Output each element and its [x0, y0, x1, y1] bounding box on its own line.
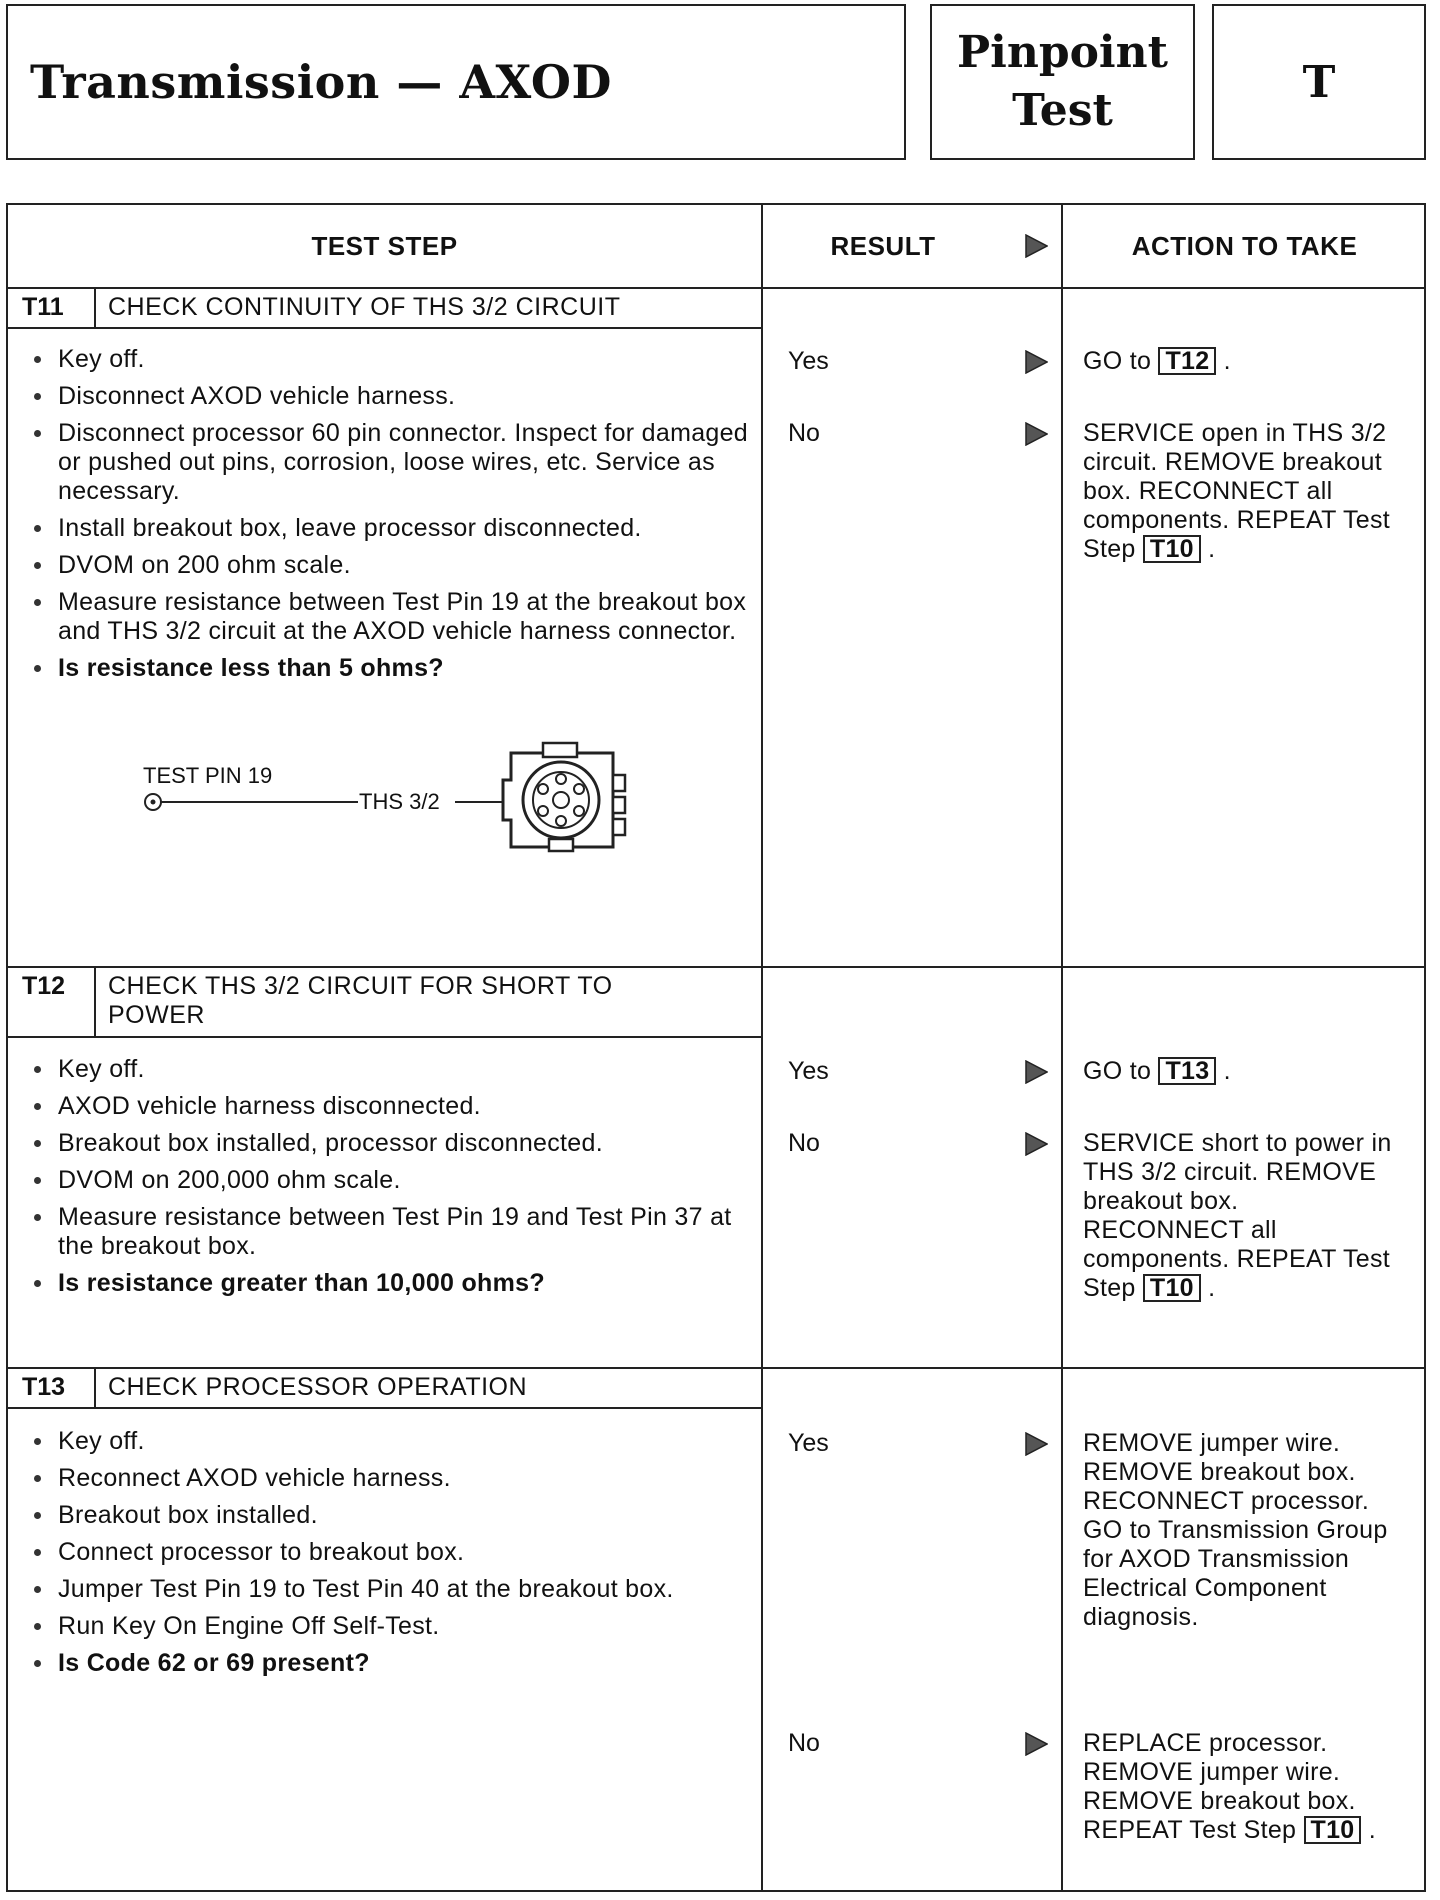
column-divider	[761, 205, 763, 1890]
list-item: Breakout box installed, processor disconnected.	[8, 1129, 748, 1158]
column-divider	[1061, 205, 1063, 1890]
page-title: Transmission — AXOD	[30, 55, 612, 109]
test-letter: T	[1302, 56, 1336, 108]
result-yes: Yes	[788, 347, 829, 375]
step-reference: T13	[1158, 1057, 1216, 1085]
list-item: Key off.	[8, 345, 748, 374]
step-question: Is resistance less than 5 ohms?	[8, 654, 748, 683]
step-title: CHECK THS 3/2 CIRCUIT FOR SHORT TO POWER	[108, 972, 613, 1029]
arrow-icon	[1024, 1432, 1048, 1456]
step-reference: T10	[1143, 1274, 1201, 1302]
step-question: Is resistance greater than 10,000 ohms?	[8, 1269, 748, 1298]
pinpoint-test-table	[6, 203, 1426, 1892]
list-item: Reconnect AXOD vehicle harness.	[8, 1464, 748, 1493]
list-item: Key off.	[8, 1427, 748, 1456]
action-t13-yes: REMOVE jumper wire. REMOVE breakout box. RECONNECT processor. GO to Transmission Group for AXOD Transmission Electrical Component diagnosis.	[1083, 1429, 1388, 1631]
step-instructions-t12	[8, 1055, 748, 1306]
connector-diagram	[133, 735, 653, 855]
header-arrow-icon	[1024, 234, 1048, 258]
action-t12-yes: GO to T13 .	[1083, 1057, 1231, 1085]
test-label: Test	[1012, 85, 1113, 136]
list-item: Disconnect processor 60 pin connector. Inspect for damaged or pushed out pins, corrosion, loose wires, etc. Service as necessary.	[8, 419, 748, 506]
step-title: CHECK CONTINUITY OF THS 3/2 CIRCUIT	[108, 293, 621, 321]
step-id: T12	[22, 972, 66, 1000]
result-yes: Yes	[788, 1057, 829, 1085]
step-title: CHECK PROCESSOR OPERATION	[108, 1373, 528, 1401]
list-item: Install breakout box, leave processor disconnected.	[8, 514, 748, 543]
arrow-icon	[1024, 1060, 1048, 1084]
page-title-box	[6, 4, 906, 160]
list-item: Measure resistance between Test Pin 19 and Test Pin 37 at the breakout box.	[8, 1203, 748, 1261]
list-item: AXOD vehicle harness disconnected.	[8, 1092, 748, 1121]
list-item: DVOM on 200,000 ohm scale.	[8, 1166, 748, 1195]
step-instructions-t11	[8, 345, 748, 691]
action-t12-no: SERVICE short to power in THS 3/2 circuit. REMOVE breakout box. RECONNECT all components. REPEAT Test Step T10 .	[1083, 1129, 1392, 1302]
step-reference: T10	[1143, 535, 1201, 563]
action-t13-no: REPLACE processor. REMOVE jumper wire. REMOVE breakout box. REPEAT Test Step T10 .	[1083, 1729, 1376, 1844]
list-item: DVOM on 200 ohm scale.	[8, 551, 748, 580]
arrow-icon	[1024, 1132, 1048, 1156]
column-header-action: ACTION TO TAKE	[1131, 230, 1358, 261]
test-pin-label: TEST PIN 19	[143, 763, 273, 788]
column-header-result: RESULT	[830, 230, 936, 261]
list-item: Run Key On Engine Off Self-Test.	[8, 1612, 748, 1641]
step-question: Is Code 62 or 69 present?	[8, 1649, 748, 1678]
result-no: No	[788, 1729, 820, 1757]
step-instructions-t13	[8, 1427, 748, 1686]
test-letter-box	[1212, 4, 1426, 160]
step-header-t13	[8, 1367, 761, 1409]
result-yes: Yes	[788, 1429, 829, 1457]
arrow-icon	[1024, 350, 1048, 374]
circuit-label: THS 3/2	[359, 789, 440, 814]
list-item: Breakout box installed.	[8, 1501, 748, 1530]
action-t11-yes: GO to T12 .	[1083, 347, 1231, 375]
step-id: T11	[22, 293, 64, 321]
result-no: No	[788, 1129, 820, 1157]
pinpoint-label: Pinpoint	[957, 27, 1168, 78]
list-item: Key off.	[8, 1055, 748, 1084]
pinpoint-test-box	[930, 4, 1195, 160]
step-reference: T12	[1158, 347, 1216, 375]
list-item: Measure resistance between Test Pin 19 at the breakout box and THS 3/2 circuit at the AXOD vehicle harness connector.	[8, 588, 748, 646]
result-no: No	[788, 419, 820, 447]
step-header-t12	[8, 966, 761, 1038]
step-header-t11	[8, 287, 761, 329]
column-header-test-step: TEST STEP	[311, 230, 458, 261]
step-reference: T10	[1304, 1816, 1362, 1844]
arrow-icon	[1024, 422, 1048, 446]
list-item: Jumper Test Pin 19 to Test Pin 40 at the breakout box.	[8, 1575, 748, 1604]
list-item: Disconnect AXOD vehicle harness.	[8, 382, 748, 411]
action-t11-no: SERVICE open in THS 3/2 circuit. REMOVE breakout box. RECONNECT all components. REPEAT Test Step T10 .	[1083, 419, 1391, 563]
step-id: T13	[22, 1373, 66, 1401]
list-item: Connect processor to breakout box.	[8, 1538, 748, 1567]
arrow-icon	[1024, 1732, 1048, 1756]
